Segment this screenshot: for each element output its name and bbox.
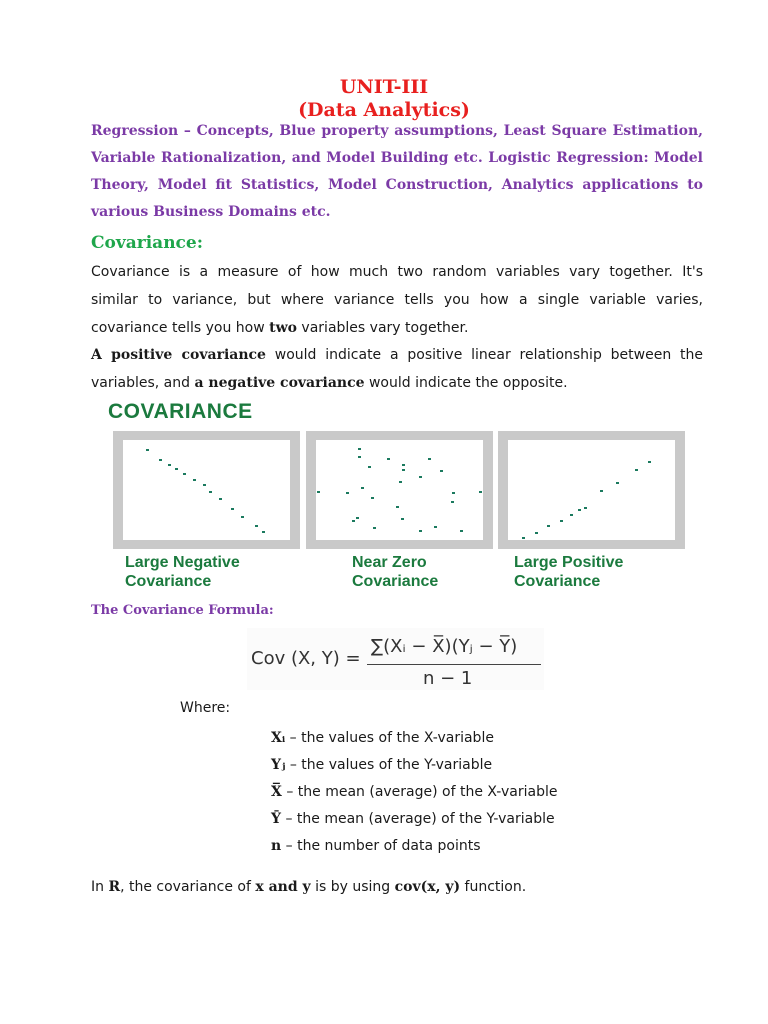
topics-line: Variable Rationalization, and Model Building etc. Logistic Regression: Model <box>91 150 703 166</box>
scatter-dot <box>371 497 374 499</box>
scatter-dot <box>428 458 431 460</box>
scatter-dot <box>547 525 550 527</box>
topics-line: various Business Domains etc. <box>91 204 331 220</box>
covariance-definition <box>91 258 703 342</box>
definition-item <box>271 752 557 779</box>
label-line: Near Zero <box>352 554 427 571</box>
scatter-dot <box>346 492 349 494</box>
scatter-dot <box>479 491 482 493</box>
scatter-dot <box>231 508 234 510</box>
definitions-list <box>271 725 557 860</box>
text: is by using <box>310 879 395 895</box>
positive-covariance-panel <box>498 431 685 549</box>
subject-title: (Data Analytics) <box>298 99 470 121</box>
text: variables, and <box>91 375 195 391</box>
scatter-dot <box>402 469 405 471</box>
scatter-dot <box>387 458 390 460</box>
scatter-dot <box>399 481 402 483</box>
scatter-dot <box>396 506 399 508</box>
scatter-dot <box>578 509 581 511</box>
symbol: n <box>271 838 282 854</box>
scatter-dot <box>159 459 162 461</box>
symbol: X̅ <box>271 784 282 800</box>
scatter-dot <box>203 484 206 486</box>
scatter-dot <box>358 456 361 458</box>
scatter-dot <box>361 487 364 489</box>
label-line: Large Negative <box>125 554 240 571</box>
scatter-dot <box>352 520 355 522</box>
label-line: Covariance <box>125 573 212 590</box>
scatter-dot <box>183 473 186 475</box>
paragraph-line: similar to variance, but where variance tells you how a single variable varies, <box>91 292 703 308</box>
scatter-dot <box>175 468 178 470</box>
scatter-dot <box>648 461 651 463</box>
scatter-dot <box>219 498 222 500</box>
scatter-dot <box>168 464 171 466</box>
definition-item <box>271 725 557 752</box>
formula-numerator: ∑(Xᵢ − X̅)(Yⱼ − Y̅) <box>371 636 518 657</box>
scatter-dot <box>616 482 619 484</box>
scatter-dot <box>560 520 563 522</box>
topics-line: Theory, Model fit Statistics, Model Construction, Analytics applications to <box>91 177 703 193</box>
scatter-dot <box>373 527 376 529</box>
scatter-dot <box>452 492 455 494</box>
definition-item <box>271 833 557 860</box>
scatter-dot <box>262 531 265 533</box>
scatter-dot <box>635 469 638 471</box>
bold-text: two <box>269 320 297 336</box>
positive-scatter <box>498 431 685 549</box>
bold-text: cov(x, y) <box>394 879 461 895</box>
where-label: Where: <box>180 700 231 716</box>
positive-label <box>514 553 623 591</box>
scatter-dot <box>440 470 443 472</box>
scatter-dot <box>522 537 525 539</box>
scatter-dot <box>600 490 603 492</box>
scatter-dot <box>146 449 149 451</box>
symbol: Xᵢ <box>271 730 286 746</box>
bold-text: A positive covariance <box>91 347 266 363</box>
definition-text: – the mean (average) of the Y-variable <box>281 811 555 827</box>
definition-text: – the values of the Y-variable <box>285 757 493 773</box>
negative-scatter <box>113 431 300 549</box>
scatter-dot <box>419 476 422 478</box>
r-function-note <box>91 879 526 895</box>
label-line: Covariance <box>514 573 601 590</box>
paragraph-line <box>91 341 703 369</box>
formula-lhs: Cov (X, Y) = <box>251 648 361 669</box>
symbol: Yⱼ <box>271 757 286 773</box>
text: In <box>91 879 109 895</box>
text: function. <box>460 879 527 895</box>
formula-label: The Covariance Formula: <box>91 603 274 618</box>
text: variables vary together. <box>296 320 469 336</box>
bold-text: a negative covariance <box>194 375 365 391</box>
scatter-dot <box>584 507 587 509</box>
scatter-dot <box>241 516 244 518</box>
scatter-dot <box>193 479 196 481</box>
scatter-dot <box>368 466 371 468</box>
formula-denominator: n − 1 <box>423 668 473 689</box>
definition-item <box>271 806 557 833</box>
scatter-dot <box>570 514 573 516</box>
scatter-dot <box>209 491 212 493</box>
scatter-dot <box>358 448 361 450</box>
definition-text: – the values of the X-variable <box>285 730 494 746</box>
zero-covariance-panel <box>306 431 493 549</box>
definition-text: – the mean (average) of the X-variable <box>281 784 558 800</box>
text: covariance tells you how <box>91 320 270 336</box>
scatter-dot <box>317 491 320 493</box>
covariance-formula <box>247 628 544 690</box>
bold-text: R <box>108 879 121 895</box>
scatter-dot <box>402 464 405 466</box>
text: , the covariance of <box>120 879 256 895</box>
zero-label <box>352 553 438 591</box>
scatter-dot <box>434 526 437 528</box>
negative-covariance-panel <box>113 431 300 549</box>
scatter-dot <box>460 530 463 532</box>
scatter-dot <box>451 501 454 503</box>
topics-list <box>91 118 703 226</box>
scatter-dot <box>535 532 538 534</box>
zero-scatter <box>306 431 493 549</box>
covariance-sign-paragraph <box>91 341 703 397</box>
paragraph-line <box>91 369 703 397</box>
definition-item <box>271 779 557 806</box>
text: would indicate a positive linear relationship between the <box>265 347 703 363</box>
unit-title: UNIT-III <box>339 76 429 98</box>
label-line: Covariance <box>352 573 439 590</box>
paragraph-line: Covariance is a measure of how much two random variables vary together. It's <box>91 264 703 280</box>
topics-line: Regression – Concepts, Blue property assumptions, Least Square Estimation, <box>91 123 703 139</box>
negative-label <box>125 553 240 591</box>
figure-title: COVARIANCE <box>108 400 253 423</box>
scatter-dot <box>255 525 258 527</box>
section-heading: Covariance: <box>91 233 203 253</box>
fraction-bar <box>367 664 541 665</box>
symbol: Ȳ <box>271 811 281 827</box>
bold-text: x and y <box>255 879 311 895</box>
scatter-dot <box>419 530 422 532</box>
scatter-dot <box>356 517 359 519</box>
paragraph-line <box>91 314 703 342</box>
definition-text: – the number of data points <box>281 838 481 854</box>
scatter-dot <box>401 518 404 520</box>
text: would indicate the opposite. <box>364 375 568 391</box>
label-line: Large Positive <box>514 554 624 571</box>
